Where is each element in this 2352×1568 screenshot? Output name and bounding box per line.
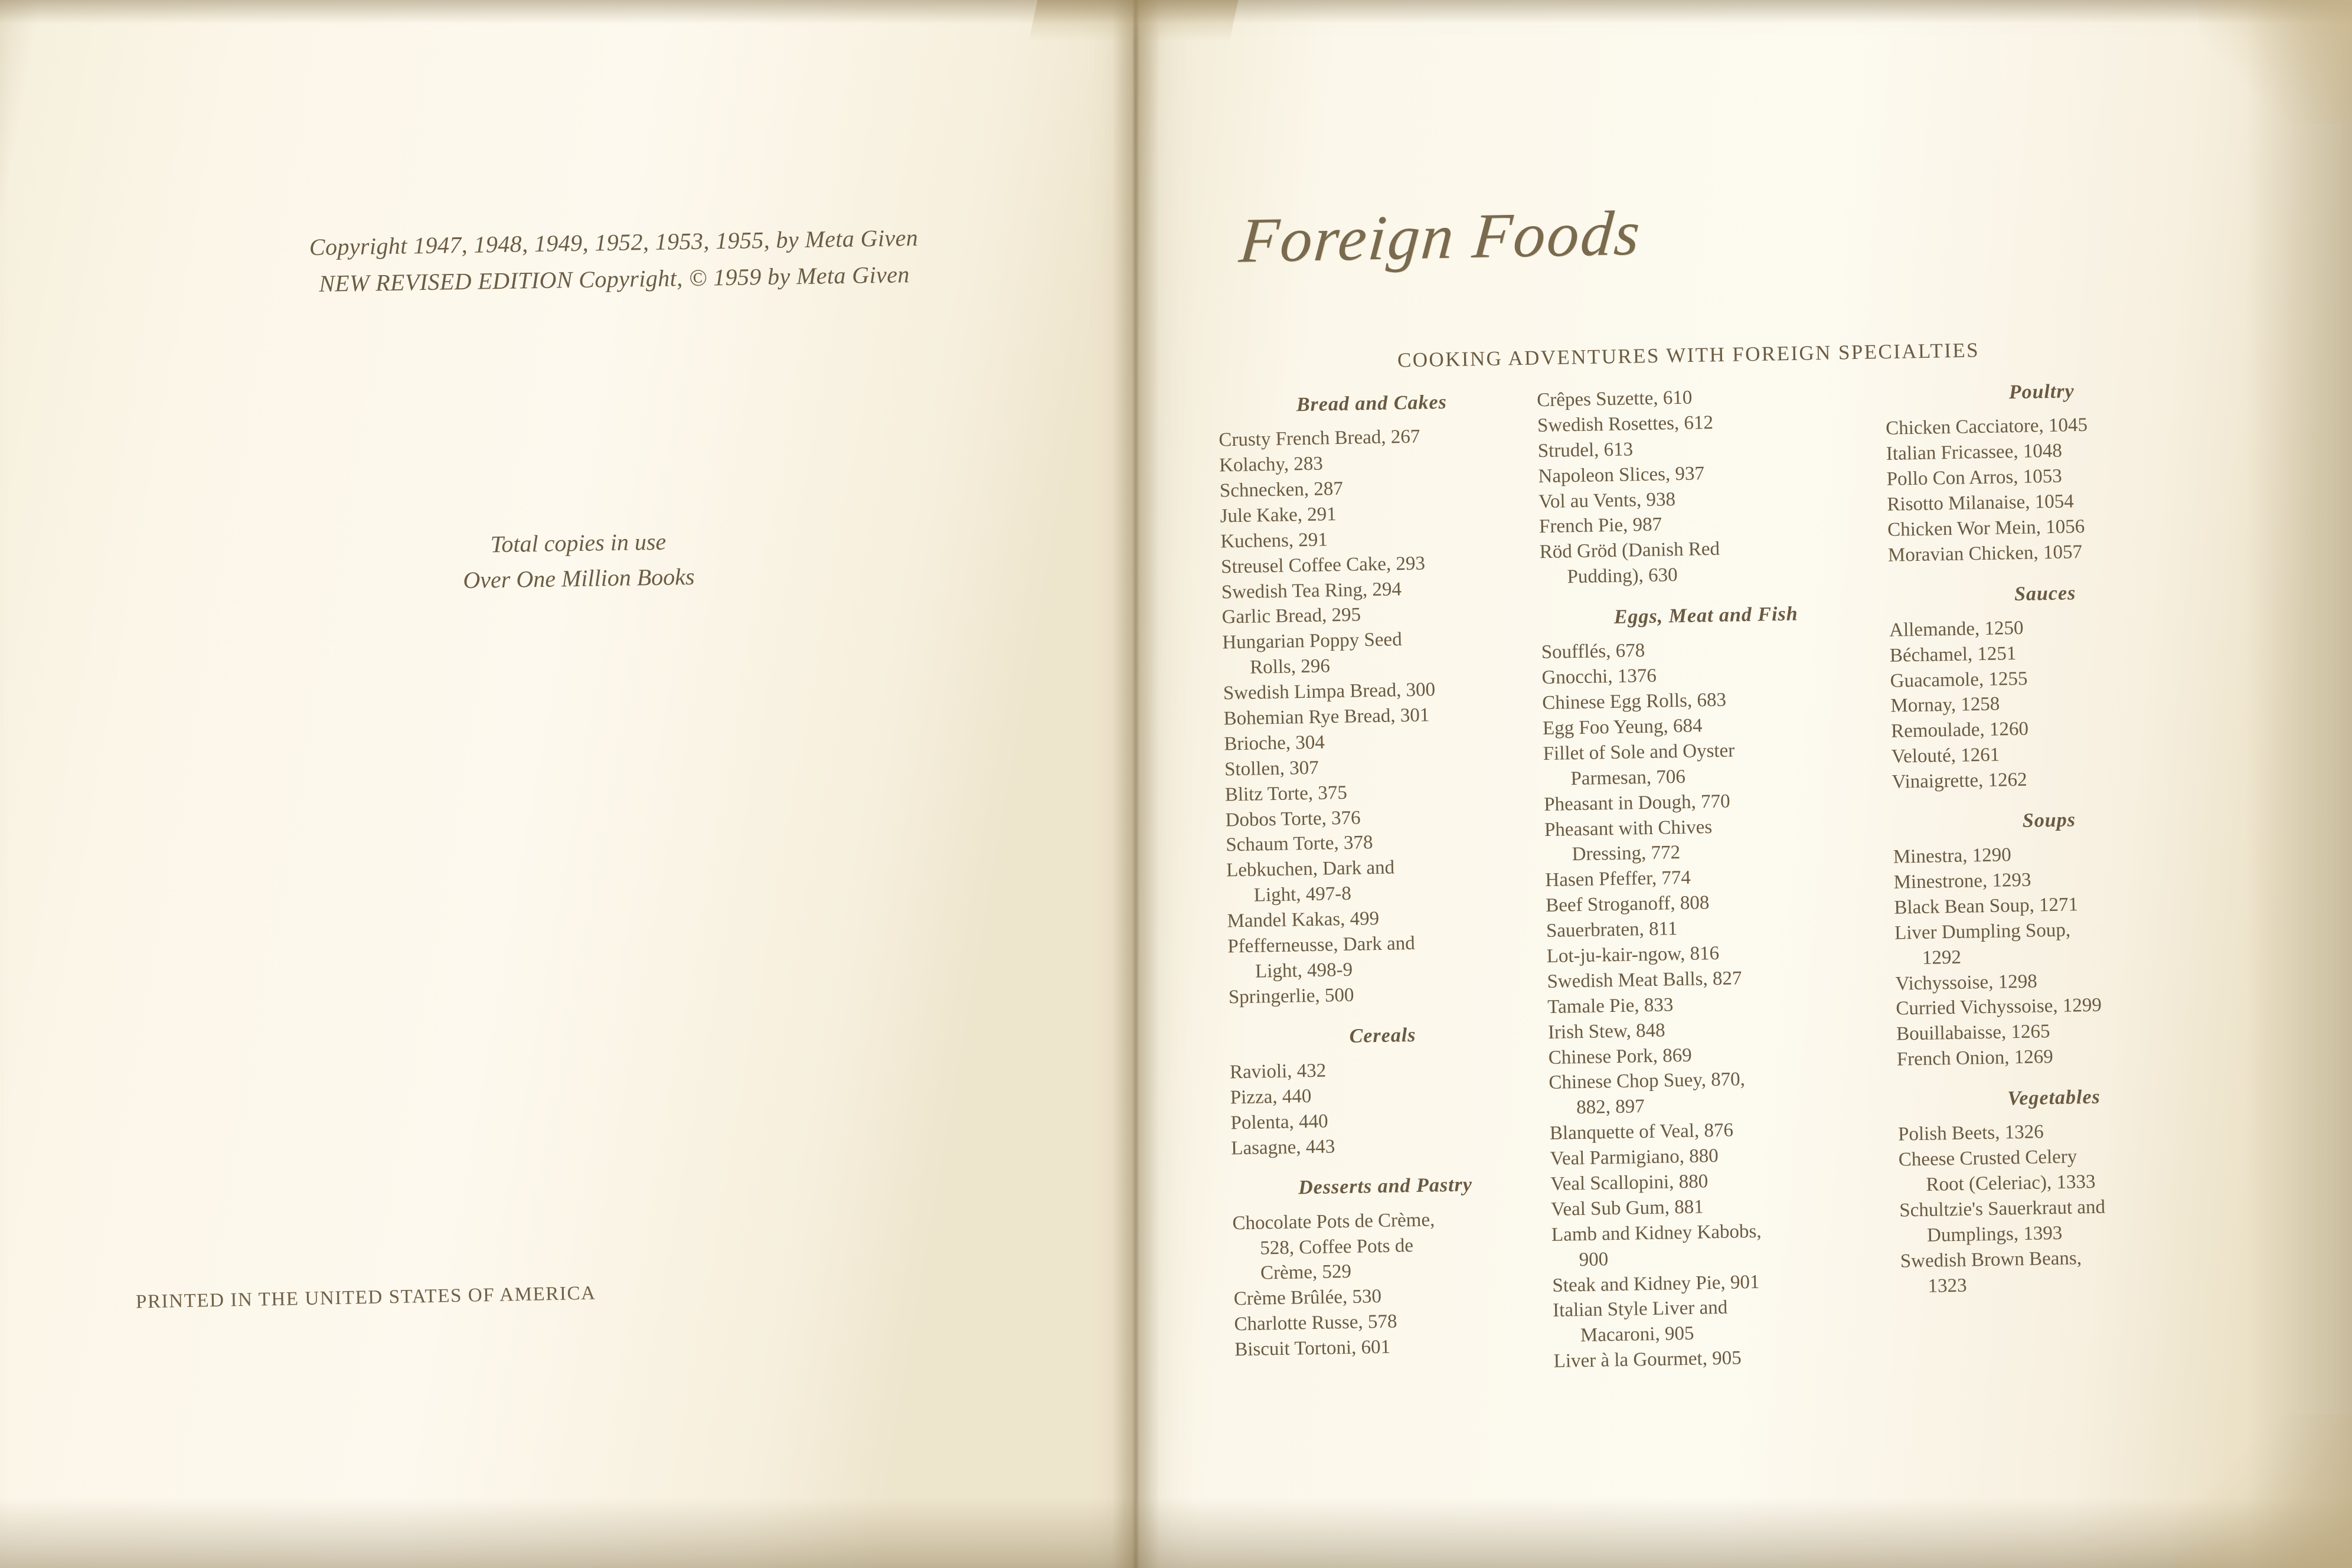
index-entry[interactable]: Fillet of Sole and Oyster [1543, 740, 1735, 765]
index-group-title: Soups [2022, 809, 2076, 832]
index-entry[interactable]: Lebkuchen, Dark and [1226, 857, 1395, 881]
index-entry[interactable]: Napoleon Slices, 937 [1538, 462, 1705, 487]
index-entry[interactable]: Irish Stew, 848 [1547, 1020, 1665, 1043]
index-entry[interactable]: Strudel, 613 [1537, 439, 1634, 462]
index-group-title: Desserts and Pastry [1298, 1174, 1473, 1199]
index-entry[interactable]: Remoulade, 1260 [1890, 718, 2029, 743]
index-entry[interactable]: Crème Brûlée, 530 [1233, 1286, 1382, 1310]
copyright-line-2: NEW REVISED EDITION Copyright, © 1959 by Meta Given [318, 261, 910, 297]
index-group [1885, 377, 2201, 569]
index-entry[interactable]: Light, 497-8 [1253, 883, 1352, 906]
index-entry[interactable]: Chicken Wor Mein, 1056 [1887, 515, 2085, 541]
index-entry[interactable]: Crusty French Bread, 267 [1219, 426, 1420, 451]
index-entry[interactable]: Pollo Con Arros, 1053 [1886, 465, 2063, 490]
index-entry[interactable]: Pheasant in Dough, 770 [1543, 790, 1730, 815]
index-entry[interactable]: Hungarian Poppy Seed [1222, 629, 1402, 654]
index-entry[interactable]: Mandel Kakas, 499 [1227, 908, 1380, 932]
index-entry[interactable]: Swedish Meat Balls, 827 [1547, 968, 1742, 992]
copyright-line-1: Copyright 1947, 1948, 1949, 1952, 1953, 1955, by Meta Given [309, 224, 919, 261]
top-right-corner-fold [2199, 0, 2352, 124]
index-entry[interactable]: Veal Scallopini, 880 [1550, 1171, 1709, 1195]
index-entry[interactable]: Schultzie's Sauerkraut and [1899, 1196, 2106, 1221]
book-gutter [1112, 0, 1159, 1568]
index-entry[interactable]: Veal Sub Gum, 881 [1550, 1196, 1704, 1220]
index-entry[interactable]: Root (Celeriac), 1333 [1926, 1171, 2096, 1195]
index-entry[interactable]: Mornay, 1258 [1890, 693, 2000, 717]
index-entry[interactable]: Vichyssoise, 1298 [1895, 971, 2037, 995]
index-entry[interactable]: Swedish Rosettes, 612 [1537, 411, 1714, 437]
index-column-1 [1218, 388, 1542, 1378]
index-entry[interactable]: Lamb and Kidney Kabobs, [1551, 1220, 1762, 1246]
index-column-2 [1537, 382, 1885, 1390]
right-edge-shadow [2246, 0, 2352, 1568]
index-group [1893, 805, 2210, 1072]
index-entry[interactable]: Soufflés, 678 [1541, 640, 1645, 664]
index-entry[interactable]: Guacamole, 1255 [1890, 668, 2028, 692]
index-columns [1218, 374, 2348, 1551]
index-column-3 [1885, 377, 2214, 1315]
index-entry[interactable]: Swedish Limpa Bread, 300 [1223, 679, 1436, 704]
index-entry[interactable]: Minestrone, 1293 [1893, 869, 2031, 893]
index-group-title: Eggs, Meat and Fish [1613, 603, 1798, 629]
index-group-title: Bread and Cakes [1296, 391, 1448, 416]
index-entry[interactable]: Curried Vichyssoise, 1299 [1896, 995, 2102, 1020]
index-entry[interactable]: Egg Foo Yeung, 684 [1542, 715, 1703, 740]
index-entry[interactable]: Blitz Torte, 375 [1224, 782, 1348, 806]
top-edge-shadow [0, 0, 2352, 24]
index-entry[interactable]: Garlic Bread, 295 [1221, 604, 1361, 628]
index-group [1218, 388, 1536, 1010]
bottom-right-corner-fold [2175, 1415, 2352, 1568]
index-entry[interactable]: Chicken Cacciatore, 1045 [1885, 414, 2088, 440]
index-group [1540, 600, 1884, 1374]
index-group [1231, 1171, 1541, 1363]
total-copies-block [253, 520, 904, 601]
index-entry[interactable]: Italian Style Liver and [1552, 1297, 1728, 1322]
index-entry[interactable]: Béchamel, 1251 [1889, 642, 2017, 667]
index-entry[interactable]: Beef Stroganoff, 808 [1545, 892, 1710, 917]
index-entry[interactable]: Jule Kake, 291 [1220, 503, 1337, 527]
index-entry[interactable]: Vinaigrette, 1262 [1892, 769, 2027, 793]
index-group-title: Vegetables [2007, 1086, 2101, 1110]
index-entry[interactable]: Chocolate Pots de Crème, [1232, 1208, 1435, 1234]
index-entry[interactable]: Vol au Vents, 938 [1538, 488, 1676, 512]
index-entry[interactable]: Ravioli, 432 [1229, 1060, 1327, 1083]
index-entry[interactable]: Tamale Pie, 833 [1547, 994, 1674, 1018]
index-entry[interactable]: Dumplings, 1393 [1926, 1222, 2063, 1246]
index-group [1889, 578, 2205, 795]
index-entry[interactable]: Bouillabaisse, 1265 [1896, 1021, 2050, 1046]
index-entry[interactable]: Springerlie, 500 [1228, 984, 1354, 1008]
index-entry[interactable]: 1292 [1922, 946, 1962, 969]
index-entry[interactable]: Cheese Crusted Celery [1898, 1146, 2077, 1171]
index-group [1537, 382, 1871, 590]
index-entry[interactable]: 882, 897 [1576, 1096, 1645, 1119]
copies-line-1: Total copies in use [490, 528, 667, 558]
copyright-block [236, 218, 992, 303]
index-entry[interactable]: Schnecken, 287 [1219, 478, 1344, 502]
index-entry[interactable]: Dobos Torte, 376 [1225, 806, 1361, 831]
index-entry[interactable]: Polenta, 440 [1230, 1110, 1328, 1134]
index-entry[interactable]: Streusel Coffee Cake, 293 [1220, 553, 1426, 578]
index-entry[interactable]: Minestra, 1290 [1893, 844, 2012, 868]
index-entry[interactable]: Schaum Torte, 378 [1226, 832, 1373, 856]
index-entry[interactable]: Lasagne, 443 [1231, 1135, 1335, 1159]
index-entry[interactable]: Lot-ju-kair-ngow, 816 [1546, 942, 1720, 967]
index-entry[interactable]: Risotto Milanaise, 1054 [1887, 491, 2075, 515]
index-entry[interactable]: Blanquette of Veal, 876 [1549, 1119, 1734, 1145]
index-group [1897, 1083, 2214, 1300]
index-entry[interactable]: Moravian Chicken, 1057 [1887, 541, 2083, 566]
index-entry[interactable]: Pfefferneusse, Dark and [1227, 932, 1416, 958]
index-entry[interactable]: Steak and Kidney Pie, 901 [1552, 1271, 1760, 1296]
index-entry[interactable]: Liver à la Gourmet, 905 [1553, 1347, 1742, 1373]
index-entry[interactable]: Bohemian Rye Bread, 301 [1223, 704, 1430, 730]
index-entry[interactable]: Swedish Tea Ring, 294 [1221, 578, 1402, 603]
index-group [1229, 1020, 1538, 1161]
index-entry[interactable]: Rolls, 296 [1249, 655, 1331, 678]
index-entry[interactable]: Crêpes Suzette, 610 [1537, 387, 1693, 411]
printed-in-usa-line: PRINTED IN THE UNITED STATES OF AMERICA [135, 1282, 596, 1313]
index-entry[interactable]: Black Bean Soup, 1271 [1894, 894, 2079, 919]
index-entry[interactable]: Gnocchi, 1376 [1541, 665, 1657, 689]
index-entry[interactable]: Liver Dumpling Soup, [1894, 919, 2071, 944]
index-entry[interactable]: Chinese Chop Suey, 870, [1549, 1069, 1746, 1094]
chapter-subtitle: COOKING ADVENTURES WITH FOREIGN SPECIALTIES [1397, 338, 1980, 372]
index-entry[interactable]: Kolachy, 283 [1219, 453, 1324, 476]
index-entry[interactable]: Polish Beets, 1326 [1897, 1121, 2044, 1145]
index-entry[interactable]: Macaroni, 905 [1580, 1323, 1694, 1347]
chapter-title: Foreign Foods [1236, 198, 1645, 276]
index-entry[interactable]: Pudding), 630 [1567, 564, 1678, 588]
index-entry[interactable]: Swedish Brown Beans, [1900, 1247, 2082, 1272]
index-entry[interactable]: Light, 498-9 [1255, 959, 1353, 982]
index-entry[interactable]: Pizza, 440 [1230, 1085, 1312, 1109]
index-entry[interactable]: Dressing, 772 [1572, 842, 1681, 865]
index-entry[interactable]: Pheasant with Chives [1544, 816, 1713, 841]
index-entry[interactable]: Chinese Egg Rolls, 683 [1541, 689, 1727, 714]
index-entry[interactable]: Velouté, 1261 [1891, 744, 2000, 767]
index-entry[interactable]: 528, Coffee Pots de [1259, 1234, 1414, 1259]
index-entry[interactable]: Stollen, 307 [1224, 757, 1319, 780]
index-entry[interactable]: 1323 [1928, 1275, 1967, 1297]
index-entry[interactable]: Chinese Pork, 869 [1548, 1044, 1692, 1069]
index-entry[interactable]: Charlotte Russe, 578 [1234, 1311, 1397, 1335]
bottom-edge-shadow [0, 1497, 2352, 1568]
index-entry[interactable]: Hasen Pfeffer, 774 [1545, 867, 1691, 891]
index-entry[interactable]: Veal Parmigiano, 880 [1550, 1145, 1719, 1170]
index-entry[interactable]: Biscuit Tortoni, 601 [1234, 1336, 1391, 1361]
index-group-title: Poultry [2008, 380, 2075, 404]
index-entry[interactable]: Röd Gröd (Danish Red [1539, 538, 1720, 563]
index-group-title: Sauces [2014, 582, 2076, 605]
index-group-title: Cereals [1349, 1024, 1416, 1047]
index-entry[interactable]: Kuchens, 291 [1220, 529, 1328, 553]
index-entry[interactable]: French Pie, 987 [1538, 514, 1662, 538]
index-entry[interactable]: Brioche, 304 [1224, 731, 1325, 755]
index-entry[interactable]: Parmesan, 706 [1570, 766, 1686, 789]
copies-line-2: Over One Million Books [463, 563, 695, 594]
index-entry[interactable]: Sauerbraten, 811 [1546, 918, 1678, 942]
index-entry[interactable]: French Onion, 1269 [1896, 1046, 2054, 1070]
index-entry[interactable]: Crème, 529 [1260, 1261, 1352, 1284]
index-entry[interactable]: Allemande, 1250 [1889, 617, 2024, 641]
index-entry[interactable]: Italian Fricassee, 1048 [1886, 440, 2063, 465]
index-entry[interactable]: 900 [1579, 1248, 1609, 1270]
